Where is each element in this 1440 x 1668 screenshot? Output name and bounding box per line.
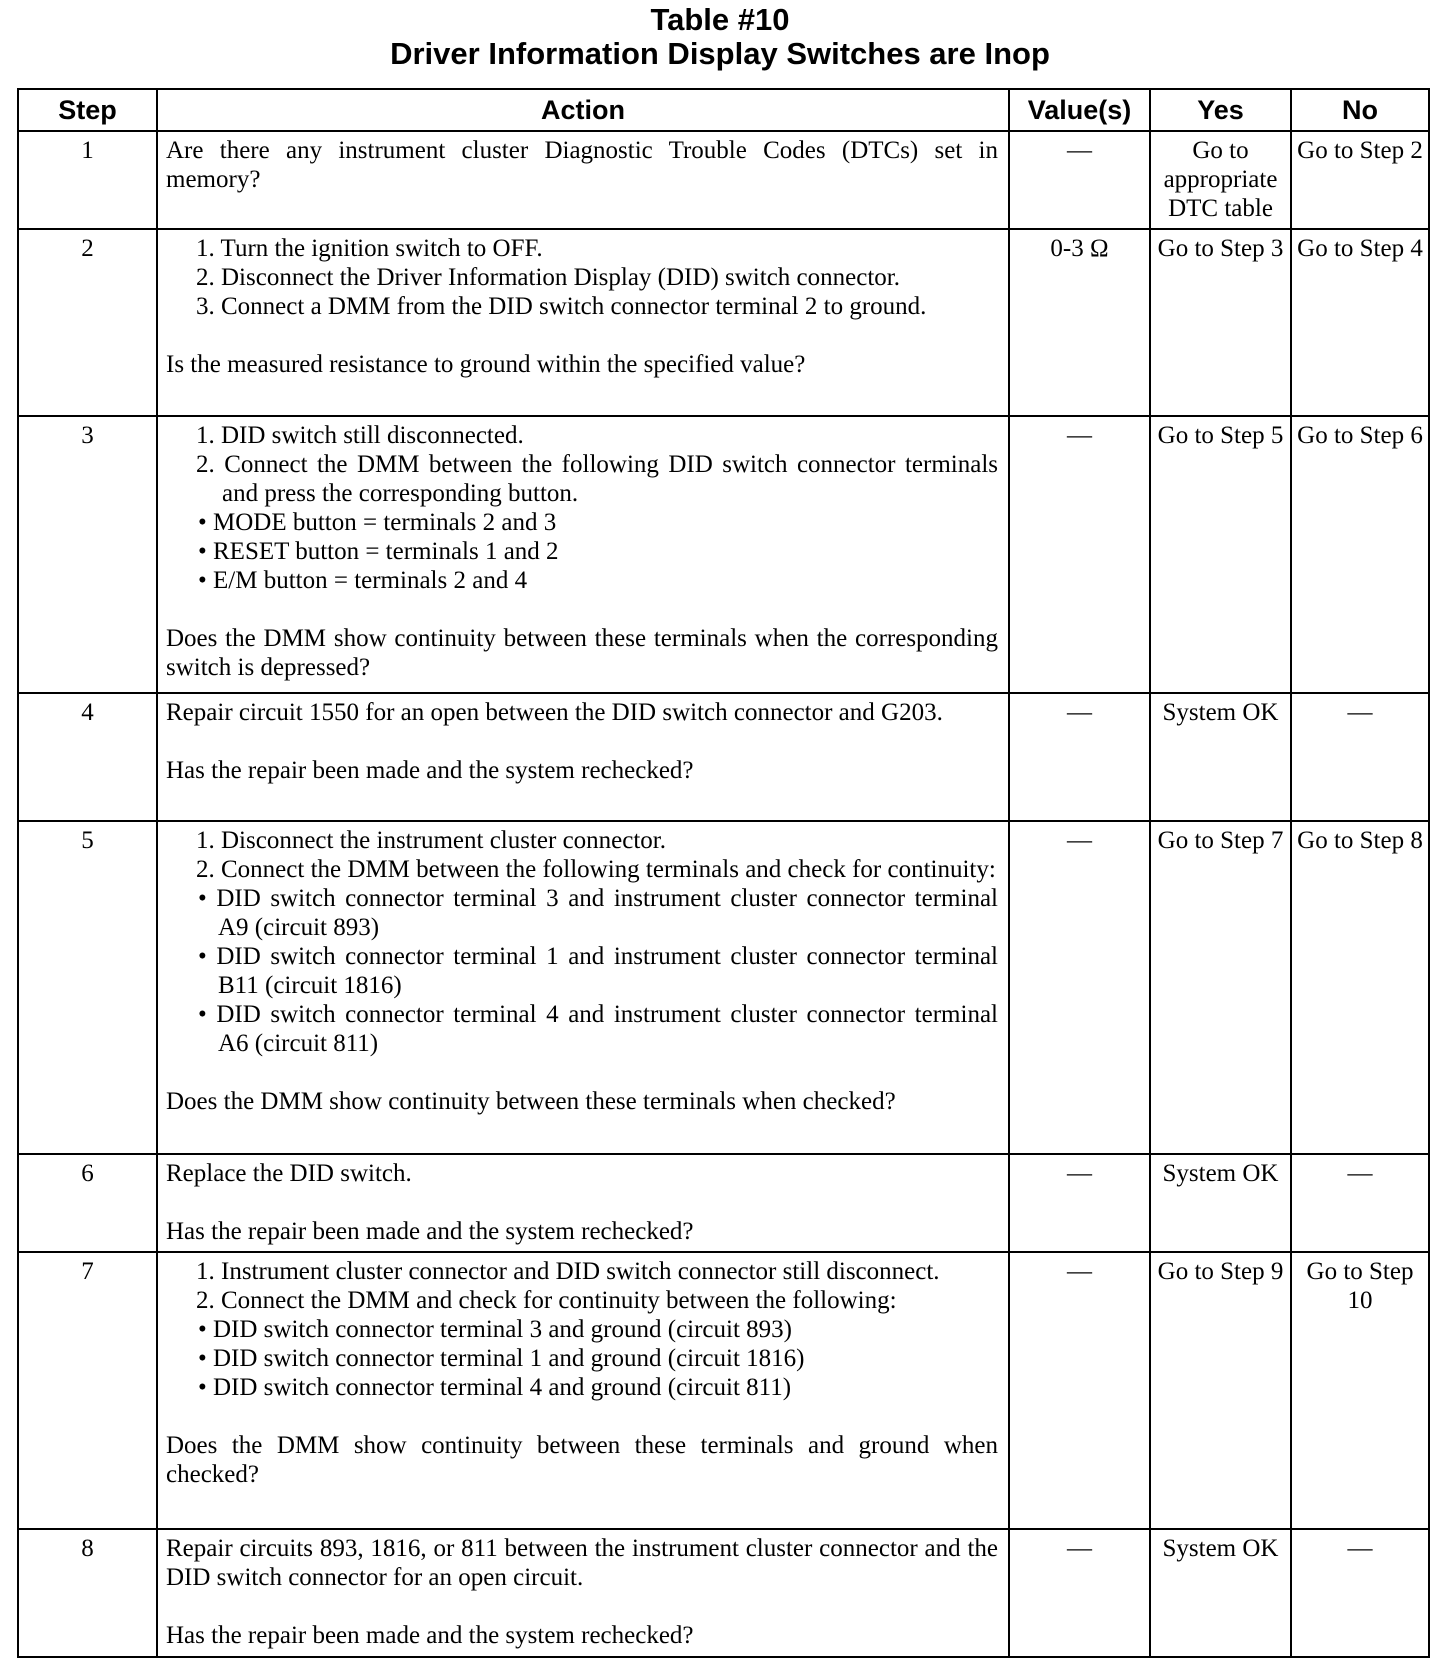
yes-cell: System OK [1150, 693, 1291, 821]
action-question: Has the repair been made and the system rechecked? [166, 1218, 694, 1245]
action-cell [157, 693, 1009, 821]
header-step: Step [18, 89, 157, 131]
procedure-list [166, 826, 998, 884]
header-row [18, 89, 1429, 131]
action-cell [157, 1154, 1009, 1252]
procedure-item: 2. Connect the DMM between the following DID switch connector terminals and press the corresponding button. [196, 451, 998, 507]
table-row-step-7 [18, 1252, 1429, 1529]
yes-cell: System OK [1150, 1154, 1291, 1252]
procedure-item: 1. Turn the ignition switch to OFF. [196, 235, 543, 262]
bullet-item: • E/M button = terminals 2 and 4 [198, 567, 528, 594]
step-number: 2 [18, 229, 157, 416]
action-text: Replace the DID switch. [166, 1160, 412, 1187]
action-question: Has the repair been made and the system rechecked? [166, 1622, 694, 1649]
step-number: 4 [18, 693, 157, 821]
no-cell: — [1291, 1154, 1429, 1252]
value-cell: — [1009, 1252, 1150, 1529]
procedure-item: 1. Disconnect the instrument cluster connector. [196, 827, 667, 854]
table-row-step-3 [18, 416, 1429, 693]
no-cell: — [1291, 1529, 1429, 1657]
value-cell: — [1009, 693, 1150, 821]
yes-cell: Go to Step 5 [1150, 416, 1291, 693]
step-number: 5 [18, 821, 157, 1154]
yes-cell: Go to Step 9 [1150, 1252, 1291, 1529]
action-cell [157, 821, 1009, 1154]
action-question: Has the repair been made and the system rechecked? [166, 757, 694, 784]
procedure-item: 2. Connect the DMM between the following terminals and check for continuity: [196, 856, 996, 883]
no-cell: Go to Step 6 [1291, 416, 1429, 693]
procedure-item: 1. DID switch still disconnected. [196, 422, 524, 449]
action-text: Repair circuit 1550 for an open between the DID switch connector and G203. [166, 699, 943, 726]
value-cell: — [1009, 1154, 1150, 1252]
bullet-item: • DID switch connector terminal 4 and ground (circuit 811) [198, 1374, 792, 1401]
step-number: 1 [18, 131, 157, 229]
yes-cell: Go to appropriate DTC table [1150, 131, 1291, 229]
bullet-list [166, 884, 998, 1058]
procedure-list [166, 421, 998, 508]
table-number-title: Table #10 [650, 2, 790, 37]
no-cell: — [1291, 693, 1429, 821]
procedure-list [166, 234, 998, 321]
procedure-item: 3. Connect a DMM from the DID switch connector terminal 2 to ground. [196, 293, 927, 320]
action-text: Repair circuits 893, 1816, or 811 between the instrument cluster connector and the DID switch connector for an open circuit. [166, 1535, 998, 1591]
step-number: 6 [18, 1154, 157, 1252]
bullet-item: • DID switch connector terminal 1 and instrument cluster connector terminal B11 (circuit 1816) [198, 943, 998, 999]
yes-cell: Go to Step 7 [1150, 821, 1291, 1154]
bullet-list [166, 1315, 998, 1402]
bullet-item: • DID switch connector terminal 3 and instrument cluster connector terminal A9 (circuit 893) [198, 885, 998, 941]
action-cell [157, 229, 1009, 416]
header-no: No [1291, 89, 1429, 131]
action-cell [157, 1529, 1009, 1657]
step-number: 8 [18, 1529, 157, 1657]
action-question: Does the DMM show continuity between these terminals when the corresponding switch is depressed? [166, 625, 998, 681]
action-cell [157, 416, 1009, 693]
action-cell [157, 1252, 1009, 1529]
bullet-item: • DID switch connector terminal 4 and instrument cluster connector terminal A6 (circuit 811) [198, 1001, 998, 1057]
bullet-item: • DID switch connector terminal 1 and ground (circuit 1816) [198, 1345, 805, 1372]
procedure-item: 2. Connect the DMM and check for continuity between the following: [196, 1287, 897, 1314]
header-action: Action [157, 89, 1009, 131]
table-row-step-2 [18, 229, 1429, 416]
value-cell: — [1009, 1529, 1150, 1657]
no-cell: Go to Step 2 [1291, 131, 1429, 229]
table-row-step-1 [18, 131, 1429, 229]
header-values: Value(s) [1009, 89, 1150, 131]
bullet-list [166, 508, 998, 595]
action-question: Does the DMM show continuity between these terminals when checked? [166, 1088, 896, 1115]
procedure-item: 1. Instrument cluster connector and DID switch connector still disconnect. [196, 1258, 940, 1285]
table-row-step-6 [18, 1154, 1429, 1252]
yes-cell: Go to Step 3 [1150, 229, 1291, 416]
bullet-item: • RESET button = terminals 1 and 2 [198, 538, 559, 565]
value-cell: — [1009, 131, 1150, 229]
diagnostic-table [17, 88, 1430, 1658]
action-question: Is the measured resistance to ground within the specified value? [166, 351, 806, 378]
no-cell: Go to Step 4 [1291, 229, 1429, 416]
procedure-list [166, 1257, 998, 1315]
step-number: 7 [18, 1252, 157, 1529]
table-subject-title: Driver Information Display Switches are Inop [390, 36, 1050, 71]
table-row-step-8 [18, 1529, 1429, 1657]
value-cell: 0-3 Ω [1009, 229, 1150, 416]
action-cell [157, 131, 1009, 229]
step-number: 3 [18, 416, 157, 693]
table-row-step-4 [18, 693, 1429, 821]
no-cell: Go to Step 10 [1291, 1252, 1429, 1529]
value-cell: — [1009, 821, 1150, 1154]
action-question: Does the DMM show continuity between these terminals and ground when checked? [166, 1432, 998, 1488]
header-yes: Yes [1150, 89, 1291, 131]
bullet-item: • DID switch connector terminal 3 and ground (circuit 893) [198, 1316, 792, 1343]
yes-cell: System OK [1150, 1529, 1291, 1657]
no-cell: Go to Step 8 [1291, 821, 1429, 1154]
bullet-item: • MODE button = terminals 2 and 3 [198, 509, 557, 536]
action-text: Are there any instrument cluster Diagnostic Trouble Codes (DTCs) set in memory? [166, 137, 998, 193]
table-row-step-5 [18, 821, 1429, 1154]
procedure-item: 2. Disconnect the Driver Information Display (DID) switch connector. [196, 264, 900, 291]
value-cell: — [1009, 416, 1150, 693]
